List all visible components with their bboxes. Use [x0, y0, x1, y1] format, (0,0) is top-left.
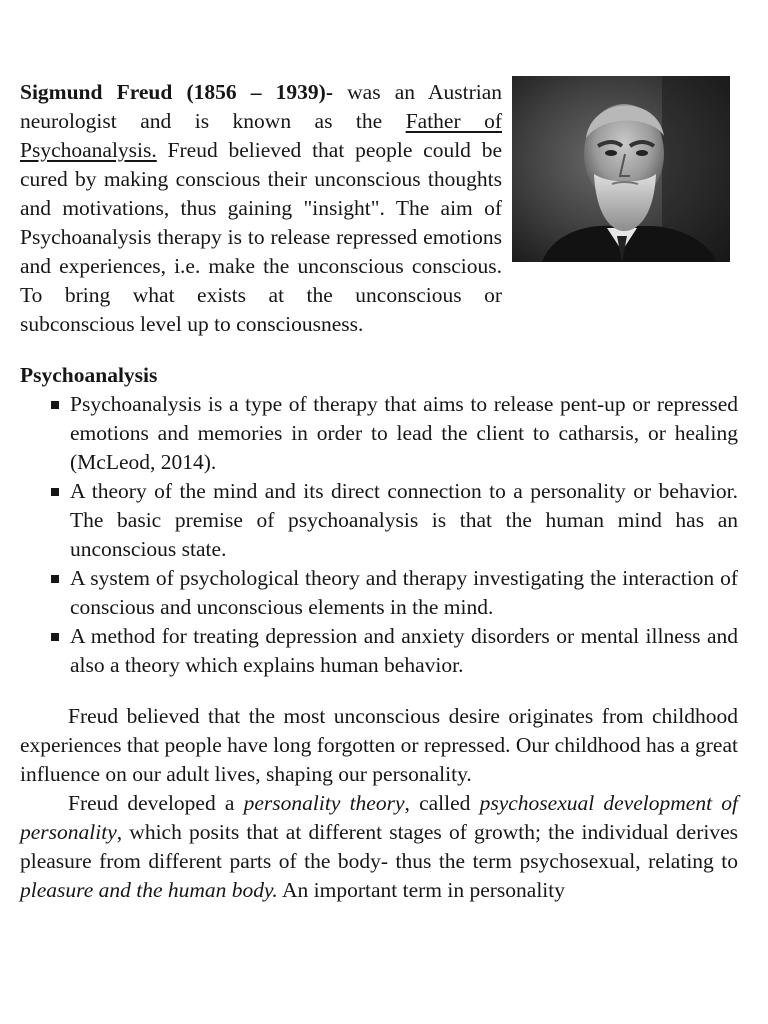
bullet-marker [51, 488, 59, 496]
father-of-psychoanalysis-link[interactable]: Father of Psychoanalysis. [20, 109, 502, 162]
bullet-marker [51, 633, 59, 641]
p2-text-d: An important term in personality [277, 878, 565, 902]
intro-text-1: was an Austrian neurologist and is known as the [20, 80, 503, 133]
p2-text-b: , called [404, 791, 480, 815]
p2-text-c: , which posits that at different stages of growth; the individual derives pleasure from different parts of the body- thus the term psychosexual, relating to [20, 820, 738, 873]
body-paragraph-1: Freud believed that the most unconscious desire originates from childhood experiences that people have long forgotten or repressed. Our childhood has a great influence on our adult lives, shaping our personality. [20, 704, 738, 786]
bullet-item [20, 622, 738, 680]
bullet-item [20, 390, 738, 477]
bullet-text: Psychoanalysis is a type of therapy that aims to release pent-up or repressed emotions and memories in order to lead the client to catharsis, or healing (McLeod, 2014). [70, 392, 738, 474]
bullet-item [20, 564, 738, 622]
psychoanalysis-bullet-list [20, 390, 738, 680]
pleasure-human-body-term: pleasure and the human body. [20, 878, 278, 902]
bullet-text: A theory of the mind and its direct connection to a personality or behavior. The basic premise of psychoanalysis is that the human mind has an unconscious state. [70, 479, 738, 561]
intro-text-2: Freud believed that people could be cured by making conscious their unconscious thoughts and motivations, thus gaining "insight". The aim of Psychoanalysis therapy is to release repressed emotions and experiences, i.e. make the unconscious conscious. To bring what exists at the unconscious or subconscious level up to consciousness. [20, 138, 502, 336]
personality-theory-term: personality theory [243, 791, 405, 815]
body-paragraph-2 [20, 789, 738, 905]
bullet-text: A system of psychological theory and therapy investigating the interaction of conscious and unconscious elements in the mind. [70, 566, 738, 619]
body-text [20, 702, 738, 905]
bullet-text: A method for treating depression and anxiety disorders or mental illness and also a theory which explains human behavior. [70, 624, 738, 677]
bullet-item [20, 477, 738, 564]
psychoanalysis-heading: Psychoanalysis [20, 363, 158, 387]
bullet-marker [51, 401, 59, 409]
intro-paragraph [20, 78, 502, 339]
freud-name: Sigmund Freud (1856 – 1939)- [20, 80, 333, 104]
p2-text-a: Freud developed a [68, 791, 244, 815]
bullet-marker [51, 575, 59, 583]
psychosexual-development-term: psychosexual development of personality [20, 791, 738, 844]
freud-portrait-image [512, 76, 730, 262]
